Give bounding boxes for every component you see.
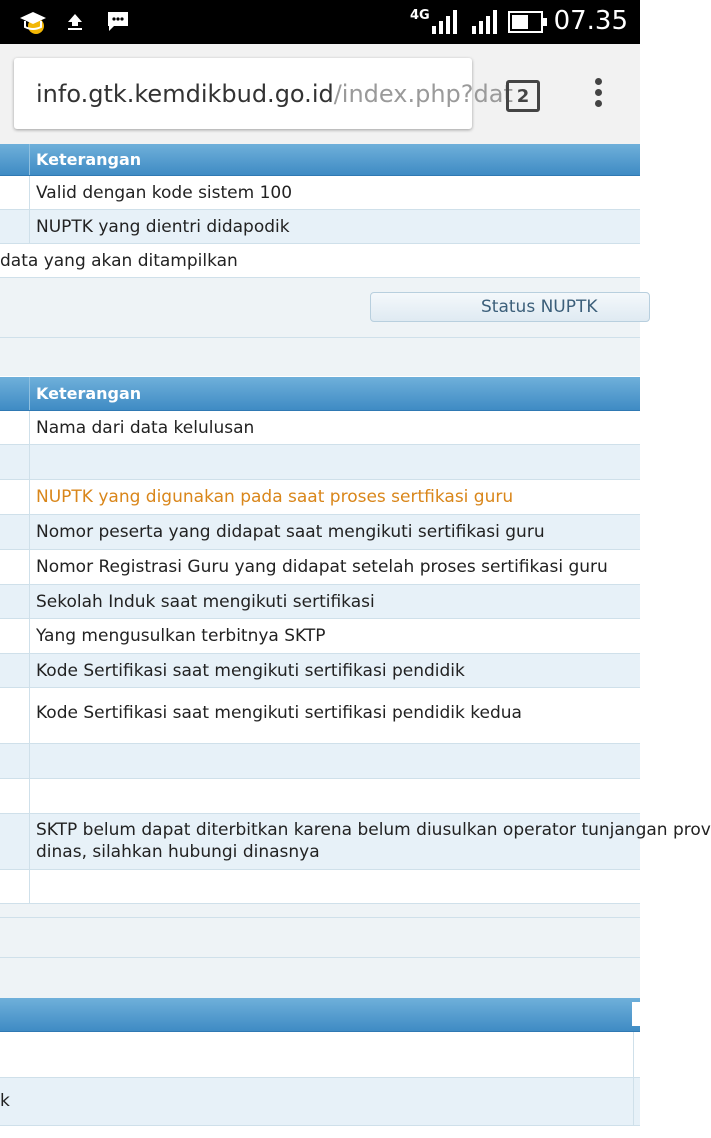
column-header-keterangan: Keterangan [36, 150, 142, 169]
table-header [0, 998, 640, 1032]
table-row [0, 688, 640, 744]
spacer [0, 904, 640, 918]
tab-count: 2 [516, 85, 530, 107]
row-text: k [0, 1091, 10, 1111]
browser-toolbar [0, 44, 640, 144]
url-host: info.gtk.kemdikbud.go.id [36, 80, 334, 108]
table-row [0, 480, 640, 515]
table-header [0, 144, 640, 176]
notification-app-icon [18, 10, 48, 36]
table-row [0, 744, 640, 779]
column-header-keterangan: Keterangan [36, 384, 142, 403]
page-content [0, 144, 711, 1138]
row-text: Nomor peserta yang didapat saat mengikuti sertifikasi guru [36, 522, 545, 542]
signal-icon-2 [472, 10, 502, 34]
table-row [0, 411, 640, 445]
row-text: NUPTK yang dientri didapodik [36, 217, 290, 237]
url-text [36, 80, 513, 108]
table-row [0, 515, 640, 550]
battery-icon [508, 11, 548, 33]
status-nuptk-button[interactable]: Status NUPTK [370, 292, 650, 322]
row-text-line1: SKTP belum dapat diterbitkan karena belum diusulkan operator tunjangan prov [36, 820, 711, 840]
clock: 07.35 [553, 6, 628, 36]
spacer [0, 338, 640, 376]
table-row [0, 814, 711, 870]
note-text: data yang akan ditampilkan [0, 251, 238, 271]
table-row [0, 1126, 640, 1138]
row-text: Kode Sertifikasi saat mengikuti sertifikasi pendidik kedua [36, 703, 522, 723]
table-row [0, 210, 640, 244]
row-text: Yang mengusulkan terbitnya SKTP [36, 626, 326, 646]
row-text-highlight: NUPTK yang digunakan pada saat proses sertfikasi guru [36, 487, 514, 507]
spacer [0, 958, 640, 998]
tab-switcher-button[interactable] [506, 80, 540, 112]
table-row [0, 870, 640, 904]
row-text: Nama dari data kelulusan [36, 418, 255, 438]
address-bar[interactable] [14, 58, 513, 129]
header-divider [632, 1002, 640, 1026]
message-icon [106, 10, 130, 32]
table-row [0, 176, 640, 210]
row-text: Sekolah Induk saat mengikuti sertifikasi [36, 592, 375, 612]
row-text-line2: dinas, silahkan hubungi dinasnya [36, 842, 320, 862]
table-header [0, 377, 640, 411]
table-row [0, 550, 640, 585]
table-row [0, 1032, 640, 1078]
network-type: 4G [410, 8, 430, 23]
table-note-row [0, 244, 640, 278]
row-text: Nomor Registrasi Guru yang didapat setelah proses sertifikasi guru [36, 557, 608, 577]
spacer [0, 918, 640, 958]
url-path: /index.php?dat [333, 80, 513, 108]
table-row [0, 779, 640, 814]
row-text: Kode Sertifikasi saat mengikuti sertifikasi pendidik [36, 661, 465, 681]
table-row [0, 619, 640, 654]
upload-icon [66, 12, 84, 32]
row-text: Valid dengan kode sistem 100 [36, 183, 293, 203]
table-row [0, 1078, 640, 1126]
table-row [0, 445, 640, 480]
status-bar [0, 0, 640, 44]
overflow-menu-icon[interactable] [590, 78, 606, 114]
signal-icon [432, 10, 462, 34]
table-row [0, 585, 640, 619]
table-row [0, 654, 640, 688]
